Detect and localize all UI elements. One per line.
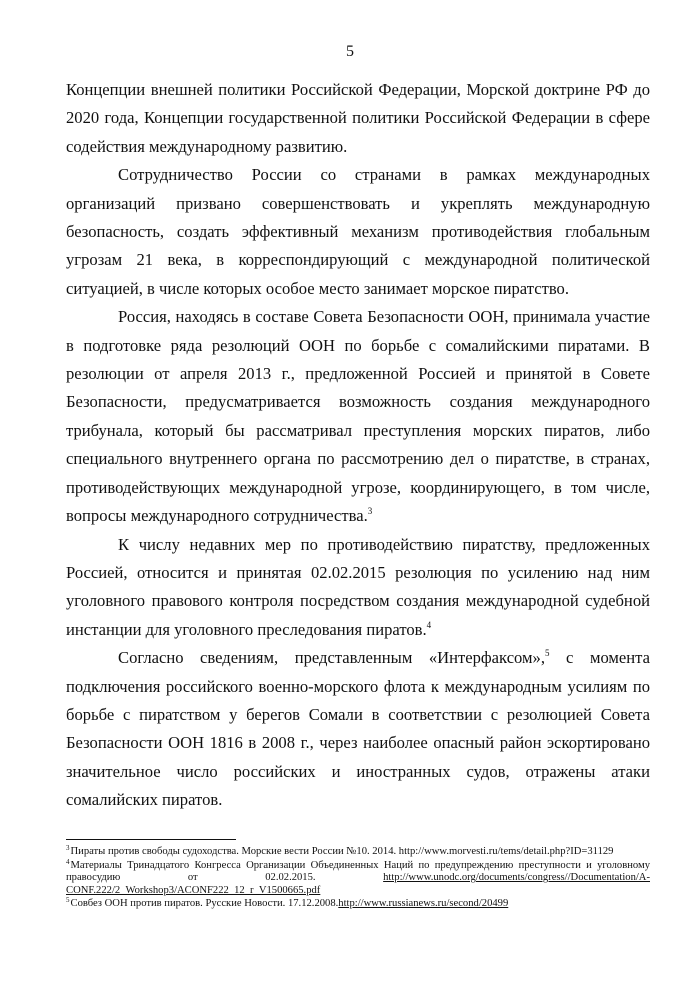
paragraph-security-council (66, 303, 650, 530)
footnotes (66, 846, 650, 912)
footnote-text: Пираты против свободы судоходства. Морские вести России №10. 2014. (70, 846, 399, 857)
footnote-text: Материалы Тринадцатого Конгресса Организации Объединенных Наций по предупреждению преступности и уголовному правосудию от 02.02.2015. (66, 859, 650, 884)
paragraph-cooperation (66, 161, 650, 303)
footnote-number: 5 (66, 896, 70, 905)
footnote-link[interactable]: http://www.russianews.ru/second/20499 (338, 898, 509, 910)
footnote-ref-4[interactable]: 4 (426, 619, 432, 630)
footnote-ref-3[interactable]: 3 (367, 506, 373, 517)
paragraph-text: Согласно сведениям, представленным «Интерфаксом», (118, 648, 545, 668)
paragraph-interfax (66, 644, 650, 814)
paragraph-recent-measures (66, 531, 650, 645)
footnote-5 (66, 898, 650, 911)
paragraph-text: с момента подключения российского военно-морского флота к международным усилиям по борьбе с пиратством у берегов Сомали в соответствии с резолюцией Совета Безопасности ООН 1816 в 2008 г., через наиболее опасный район эскортировано значительное число российских и иностранных судов, отражены атаки сомалийских пиратов. (66, 648, 650, 810)
footnote-3 (66, 846, 650, 859)
body-text (66, 76, 650, 815)
paragraph-text: Россия, находясь в составе Совета Безопасности ООН, принимала участие в подготовке ряда резолюций ООН по борьбе с сомалийскими пиратами. В резолюции от апреля 2013 г., предложенной Россией и принятой в Совете Безопасности, предусматривается возможность создания международного трибунала, который бы рассматривал преступления морских пиратов, либо специального внутреннего органа по рассмотрению дел о пиратстве, в странах, противодействующих международной угрозе, координирующего, в том числе, вопросы международного сотрудничества. (66, 307, 650, 526)
footnote-separator (66, 839, 236, 840)
paragraph-text: Концепции внешней политики Российской Федерации, Морской доктрине РФ до 2020 года, Концепции государственной политики Российской Федерации в сфере содействия международному развитию. (66, 80, 650, 156)
paragraph-text: К числу недавних мер по противодействию пиратству, предложенных Россией, относится и принятая 02.02.2015 резолюция по усилению над ним уголовного правового контроля посредством создания международной судебной инстанции для уголовного преследования пиратов. (66, 534, 650, 639)
footnote-ref-5[interactable]: 5 (545, 648, 550, 659)
paragraph-text: Сотрудничество России со странами в рамках международных организаций призвано совершенствовать и укреплять международную безопасность, создать эффективный механизм противодействия глобальным угрозам 21 века, в корреспондирующий с международной политической ситуацией, в числе которых особое место занимает морское пиратство. (66, 165, 650, 298)
page-number: 5 (346, 43, 354, 60)
footnote-number: 3 (66, 844, 70, 852)
footnote-4 (66, 857, 650, 898)
footnote-link[interactable]: http://www.unodc.org/documents/congress//Documentation/A-CONF.222/2_Workshop3/ACONF222_12_r_V1500665.pdf (66, 872, 650, 896)
footnote-number: 4 (66, 857, 70, 866)
footnote-text: Совбез ООН против пиратов. Русские Новости. 17.12.2008. (70, 898, 339, 910)
footnote-url[interactable]: http://www.morvesti.ru/tems/detail.php?ID=31129 (398, 846, 614, 857)
paragraph-continuation (66, 76, 650, 161)
